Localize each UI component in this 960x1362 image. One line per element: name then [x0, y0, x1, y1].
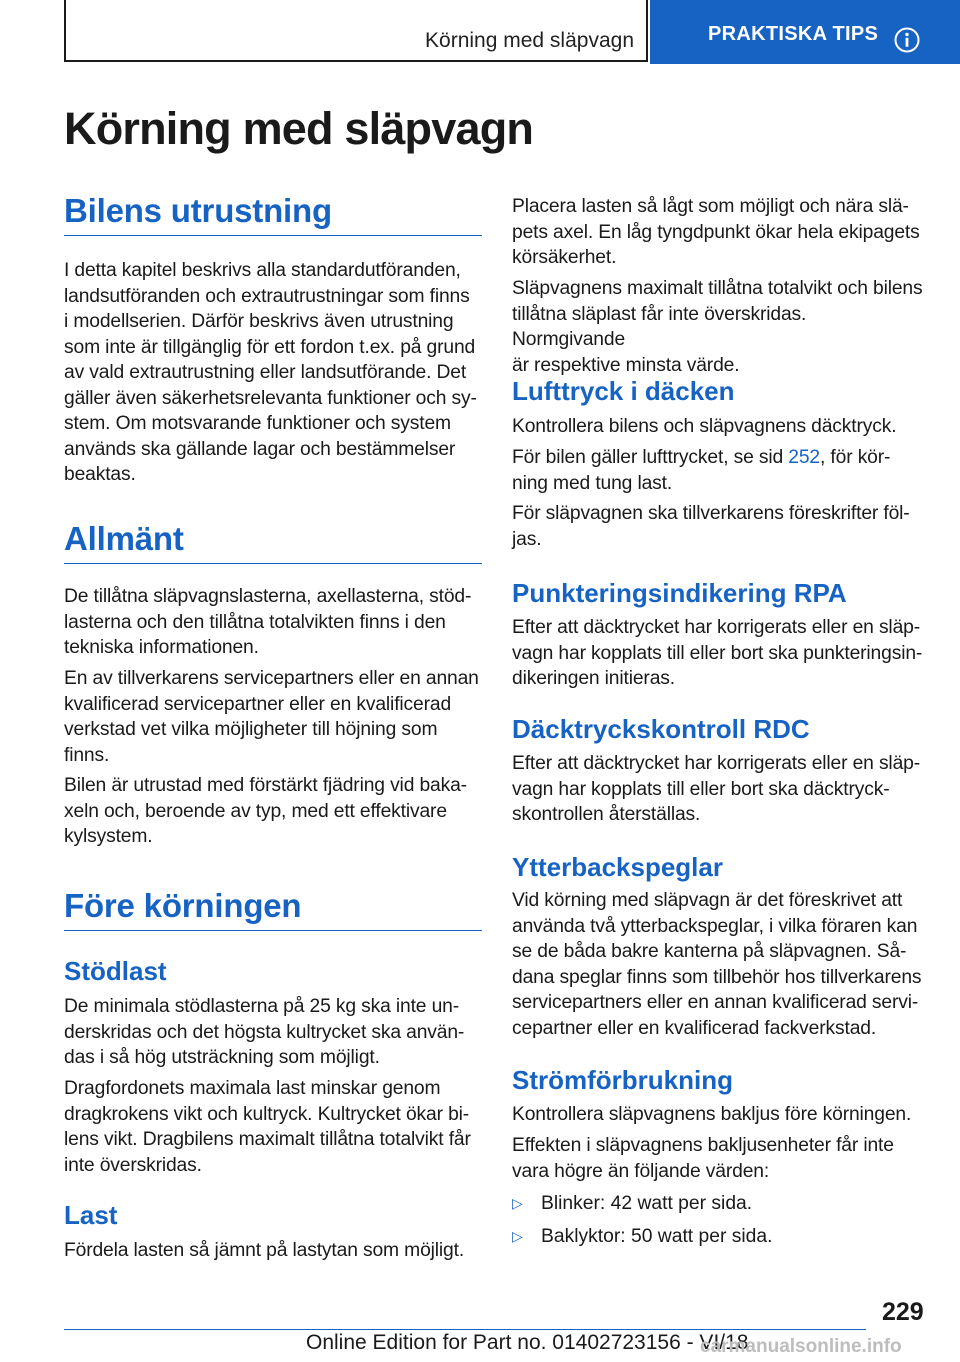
paragraph-lufttryck-1: Kontrollera bilens och släpvagnens däcktryck. — [512, 416, 897, 437]
paragraph-ytterbackspeglar: Vid körning med släpvagn är det föreskrivet att använda två ytterbackspeglar, i vilka föraren kan se de båda bakre kanterna på släpvagnen. Så‐ dana speglar finns som tillbehör hos tillverkarens servicepartners eller en annan kvalificerad servi‐ cepartner eller en kvalificerad fackverkstad. — [512, 890, 922, 1039]
footer-edition: Online Edition for Part no. 01402723156 - VI/18 — [306, 1331, 749, 1354]
paragraph-last-3: Släpvagnens maximalt tillåtna totalvikt och bilens tillåtna släplast får inte överskridas. Normgivande är respektive minsta värde. — [512, 278, 923, 376]
heading-lufttryck: Lufttryck i däcken — [512, 376, 735, 406]
paragraph-bilens-utrustning: I detta kapitel beskrivs alla standardutföranden, landsutföranden och extrautrustningar som finns i modellserien. Därför beskrivs även utrustning som inte är tillgänglig för ett fordon t.ex. på grund av vald extrautrustning eller landsutförande. Det gäller även säkerhetsrelevanta funktioner och sy‐ stem. Om motsvarande funktioner och system används ska gällande lagar och bestämmelser beaktas. — [64, 260, 477, 485]
header-section-title: Körning med släpvagn — [425, 29, 634, 52]
heading-bilens-utrustning: Bilens utrustning — [64, 192, 332, 229]
heading-allmant: Allmänt — [64, 520, 184, 557]
paragraph-last-2: Placera lasten så lågt som möjligt och nära slä‐ pets axel. En låg tyngdpunkt ökar hela ekipagets körsäkerhet. — [512, 196, 920, 268]
paragraph-rdc: Efter att däcktrycket har korrigerats eller en släp‐ vagn har kopplats till eller bort ska däcktryck‐ skontrollen återställas. — [512, 753, 920, 825]
info-icon[interactable] — [894, 27, 920, 53]
footer-brand-watermark: carmanualsonline.info — [700, 1336, 902, 1357]
paragraph-stodlast-1: De minimala stödlasterna på 25 kg ska inte un‐ derskridas och det högsta kultrycket ska använ‐ das i så hög utsträckning som möjligt. — [64, 996, 465, 1068]
heading-rule — [64, 930, 482, 931]
paragraph-last-1: Fördela lasten så jämnt på lastytan som möjligt. — [64, 1240, 465, 1261]
paragraph-allmant-3: Bilen är utrustad med förstärkt fjädring vid baka‐ xeln och, beroende av typ, med ett effektivare kylsystem. — [64, 775, 467, 847]
page-title: Körning med släpvagn — [64, 103, 534, 154]
header-tab-label: PRAKTISKA TIPS — [708, 22, 879, 45]
header-frame — [64, 0, 648, 62]
page-number: 229 — [882, 1298, 924, 1326]
paragraph-strom-2: Effekten i släpvagnens bakljusenheter får inte vara högre än följande värden: — [512, 1135, 894, 1182]
triangle-bullet-icon: ▷ — [512, 1228, 523, 1244]
paragraph-strom-1: Kontrollera släpvagnens bakljus före körningen. — [512, 1104, 912, 1125]
heading-last: Last — [64, 1200, 118, 1230]
header-tab-praktiska-tips[interactable] — [650, 0, 960, 64]
paragraph-lufttryck-2: För bilen gäller lufttrycket, se sid 252, för kör‐ ning med tung last. — [512, 447, 891, 494]
heading-rule — [64, 235, 482, 236]
heading-rule — [64, 563, 482, 564]
footer-rule — [64, 1329, 866, 1330]
heading-rdc: Däcktryckskontroll RDC — [512, 714, 810, 744]
heading-ytterbackspeglar: Ytterbackspeglar — [512, 852, 723, 882]
paragraph-stodlast-2: Dragfordonets maximala last minskar genom dragkrokens vikt och kultryck. Kultrycket ökar bi‐ lens vikt. Dragbilens maximalt tillåtna totalvikt får inte överskridas. — [64, 1078, 471, 1176]
paragraph-rpa: Efter att däcktrycket har korrigerats eller en släp‐ vagn har kopplats till eller bort ska punkteringsin‐ dikeringen initieras. — [512, 617, 923, 689]
paragraph-lufttryck-3: För släpvagnen ska tillverkarens föreskrifter föl‐ jas. — [512, 503, 910, 550]
heading-stromforbrukning: Strömförbrukning — [512, 1065, 733, 1095]
heading-rpa: Punkteringsindikering RPA — [512, 578, 847, 608]
heading-stodlast: Stödlast — [64, 956, 167, 986]
paragraph-allmant-2: En av tillverkarens servicepartners eller en annan kvalificerad servicepartner eller en kvalificerad verkstad vet vilka möjligheter till höjning som finns. — [64, 668, 479, 766]
page-link-252[interactable]: 252 — [788, 447, 821, 468]
heading-fore-korningen: Före körningen — [64, 887, 302, 924]
triangle-bullet-icon: ▷ — [512, 1195, 523, 1211]
paragraph-allmant-1: De tillåtna släpvagnslasterna, axellasterna, stöd‐ lasterna och den tillåtna totalvikten finns i den tekniska informationen. — [64, 586, 472, 658]
